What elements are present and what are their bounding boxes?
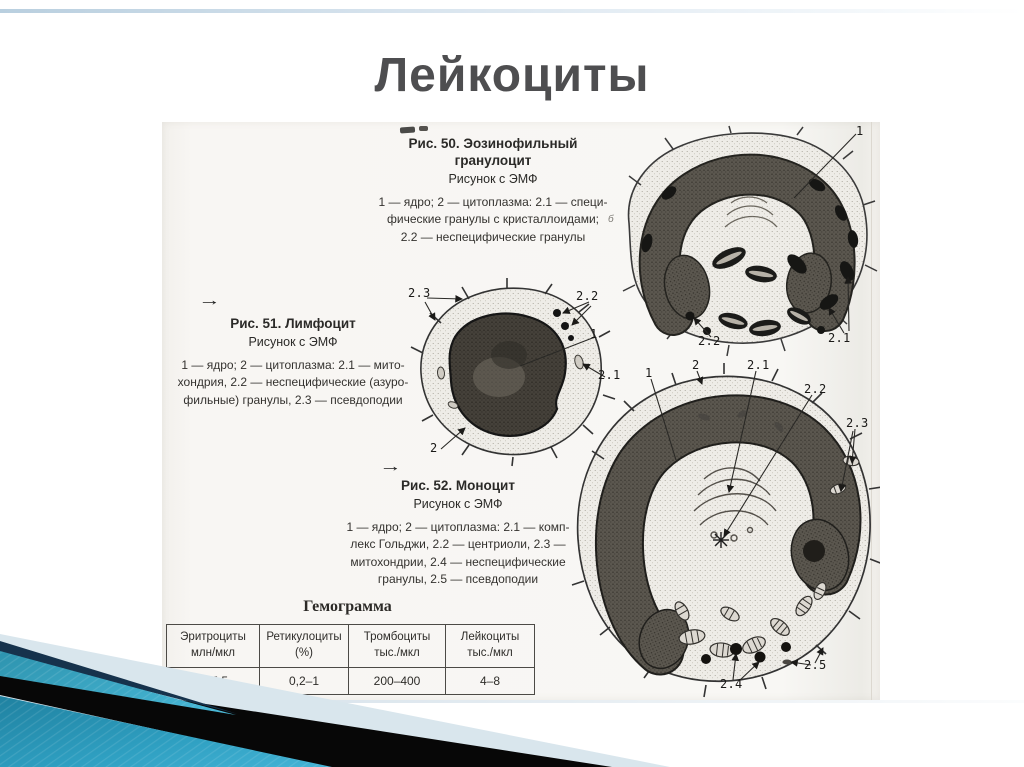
arrow-marker-icon: →: [379, 458, 402, 475]
arrow-marker-icon: →: [198, 292, 221, 309]
hemogram-col-reticulocytes: Ретикулоциты (%): [260, 625, 349, 668]
figure-50-title: Рис. 50. Эозинофильный гранулоцит: [408, 136, 578, 168]
figure-label: 1: [590, 327, 598, 341]
figure-label: 2.4: [720, 677, 743, 691]
figure-label: 2: [430, 441, 438, 455]
figure-label: 1: [856, 124, 864, 138]
figure-label: 2.1: [828, 331, 851, 345]
figure-52-legend: 1 — ядро; 2 — цитоплазма: 2.1 — комп- лекс Гольджи, 2.2 — центриоли, 2.3 — митохондрии, 2.4 — неспецифические гранулы, 2.5 — псевдоподии: [346, 519, 570, 587]
figure-50-subtitle: Рисунок с ЭМФ: [448, 171, 538, 186]
figure-label: 2.2: [576, 289, 599, 303]
figure-52-subtitle: Рисунок с ЭМФ: [413, 496, 503, 511]
hemogram-heading: Гемограмма: [303, 598, 392, 615]
reticulocytes-value: 0,2–1: [260, 668, 349, 695]
figure-51-subtitle: Рисунок с ЭМФ: [248, 334, 338, 349]
figure-50-caption: [378, 136, 608, 246]
figure-label: 1: [645, 366, 653, 380]
slide-title: Лейкоциты: [374, 49, 650, 102]
figure-label: 2.3: [846, 416, 869, 430]
figure-50-legend: 1 — ядро; 2 — цитоплазма: 2.1 — специ- фические гранулы с кристаллоидами; 2.2 — неспецифические гранулы: [378, 194, 608, 244]
platelets-value: 200–400: [349, 668, 446, 695]
svg-text:б: б: [608, 214, 614, 225]
figure-52-title: Рис. 52. Моноцит: [401, 478, 515, 493]
figure-label: 2.2: [698, 334, 721, 348]
figure-label: 2: [692, 358, 700, 372]
figure-52-caption: [330, 478, 586, 588]
leukocytes-value: 4–8: [446, 668, 535, 695]
scanned-textbook-page: [162, 122, 880, 700]
figure-label: 2.3: [408, 286, 431, 300]
figure-label: 2.1: [747, 358, 770, 372]
figure-51-legend: 1 — ядро; 2 — цитоплазма: 2.1 — мито- хондрия, 2.2 — неспецифические (азуро- фильные) гранулы, 2.3 — псевдоподии: [177, 357, 409, 407]
lymphocyte-drawing: [411, 278, 615, 466]
hemogram-col-leukocytes: Лейкоциты тыс./мкл: [446, 625, 535, 668]
figure-label: 2.2: [804, 382, 827, 396]
hemogram-col-platelets: Тромбоциты тыс./мкл: [349, 625, 446, 668]
corner-decoration: [0, 627, 680, 767]
figure-label: 2.1: [598, 368, 621, 382]
figure-label: 2.5: [804, 658, 827, 672]
hemogram-col-erythrocytes: Эритроциты млн/мкл: [167, 625, 260, 668]
eosinophil-drawing: [623, 126, 877, 356]
top-accent-bar: [0, 9, 1024, 13]
figure-51-title: Рис. 51. Лимфоцит: [230, 316, 356, 331]
figure-51-caption: [164, 316, 422, 409]
